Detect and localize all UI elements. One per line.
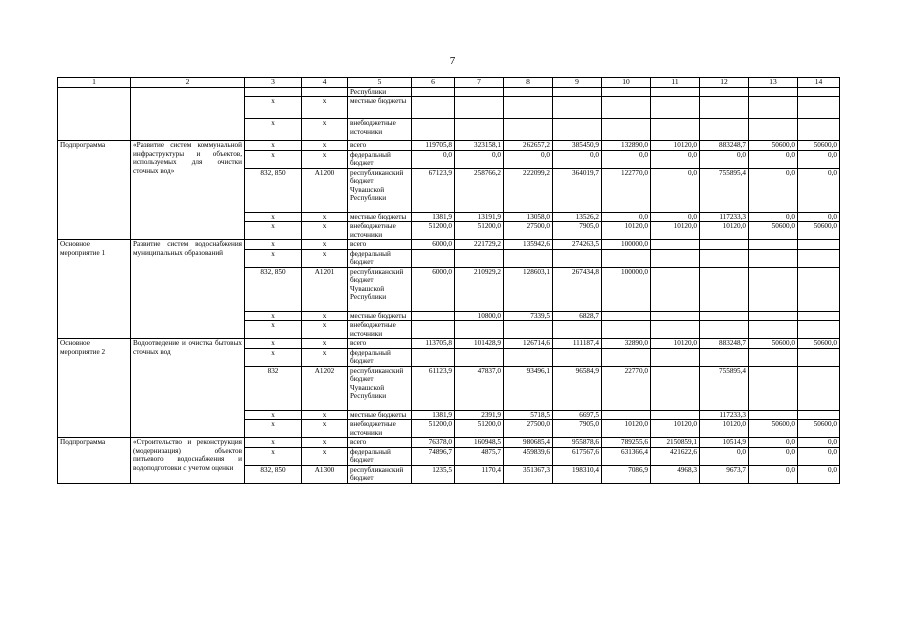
value-cell: 10120,0 (700, 420, 749, 438)
source-cell: федеральный бюджет (348, 348, 412, 366)
value-cell (749, 311, 798, 320)
value-cell: 0,0 (798, 447, 840, 465)
value-cell: 13058,0 (504, 212, 553, 221)
value-cell (455, 119, 504, 141)
code-cell: х (245, 438, 302, 447)
source-cell: местные бюджеты (348, 311, 412, 320)
value-cell: 385450,9 (553, 141, 602, 150)
value-cell: 955878,6 (553, 438, 602, 447)
value-cell: 101428,9 (455, 339, 504, 348)
kbk-cell: х (302, 410, 348, 419)
value-cell: 0,0 (798, 438, 840, 447)
kbk-cell: х (302, 212, 348, 221)
value-cell: 0,0 (700, 150, 749, 168)
value-cell (651, 119, 700, 141)
program-name-cell: Развитие систем водоснабжения муниципальных образований (131, 240, 245, 339)
value-cell: 74896,7 (412, 447, 455, 465)
value-cell (700, 88, 749, 97)
code-cell: х (245, 321, 302, 339)
value-cell: 9673,7 (700, 465, 749, 483)
value-cell: 126714,6 (504, 339, 553, 348)
value-cell (651, 267, 700, 311)
page-number: 7 (449, 55, 456, 67)
value-cell (412, 311, 455, 320)
source-cell: внебюджетные источники (348, 321, 412, 339)
value-cell (553, 88, 602, 97)
value-cell (602, 119, 651, 141)
value-cell (602, 311, 651, 320)
value-cell: 22770,0 (602, 366, 651, 410)
value-cell (602, 348, 651, 366)
value-cell (602, 249, 651, 267)
value-cell: 7339,5 (504, 311, 553, 320)
value-cell (651, 240, 700, 249)
value-cell: 980685,4 (504, 438, 553, 447)
value-cell (602, 410, 651, 419)
code-cell: х (245, 249, 302, 267)
value-cell: 51200,0 (412, 222, 455, 240)
kbk-cell: х (302, 222, 348, 240)
source-cell: федеральный бюджет (348, 249, 412, 267)
value-cell: 210929,2 (455, 267, 504, 311)
table-row (58, 240, 840, 249)
value-cell: 1381,9 (412, 212, 455, 221)
value-cell: 50600,0 (798, 141, 840, 150)
value-cell: 50600,0 (749, 141, 798, 150)
value-cell: 61123,9 (412, 366, 455, 410)
value-cell: 0,0 (651, 168, 700, 212)
value-cell: 76378,0 (412, 438, 455, 447)
value-cell (412, 321, 455, 339)
code-cell: х (245, 150, 302, 168)
value-cell (798, 119, 840, 141)
value-cell: 2391,9 (455, 410, 504, 419)
value-cell (553, 249, 602, 267)
value-cell (749, 119, 798, 141)
value-cell (749, 88, 798, 97)
code-cell: 832, 850 (245, 168, 302, 212)
value-cell (651, 88, 700, 97)
source-cell: всего (348, 240, 412, 249)
value-cell (798, 267, 840, 311)
value-cell (651, 311, 700, 320)
code-cell: х (245, 410, 302, 419)
source-cell: федеральный бюджет (348, 447, 412, 465)
source-cell: всего (348, 438, 412, 447)
value-cell: 221729,2 (455, 240, 504, 249)
value-cell: 274263,5 (553, 240, 602, 249)
kbk-cell: х (302, 321, 348, 339)
value-cell (798, 88, 840, 97)
value-cell: 27500,0 (504, 222, 553, 240)
value-cell: 10120,0 (651, 420, 700, 438)
program-type-cell: Подпрограмма (58, 438, 131, 483)
value-cell (700, 267, 749, 311)
value-cell (700, 311, 749, 320)
value-cell (455, 348, 504, 366)
value-cell (412, 88, 455, 97)
value-cell: 198310,4 (553, 465, 602, 483)
value-cell: 0,0 (412, 150, 455, 168)
value-cell: 117233,3 (700, 212, 749, 221)
source-cell: местные бюджеты (348, 212, 412, 221)
value-cell: 10514,9 (700, 438, 749, 447)
value-cell: 50600,0 (798, 339, 840, 348)
source-cell: местные бюджеты (348, 97, 412, 119)
header-cell: 10 (602, 78, 651, 88)
value-cell (700, 249, 749, 267)
value-cell: 0,0 (798, 465, 840, 483)
value-cell (749, 321, 798, 339)
value-cell: 132890,0 (602, 141, 651, 150)
source-cell: республиканский бюджет (348, 465, 412, 483)
program-type-cell: Основное мероприятие 1 (58, 240, 131, 339)
value-cell: 50600,0 (749, 339, 798, 348)
value-cell: 50600,0 (798, 420, 840, 438)
value-cell: 10120,0 (700, 222, 749, 240)
source-cell: Республики (348, 88, 412, 97)
code-cell: х (245, 447, 302, 465)
code-cell (245, 88, 302, 97)
value-cell (798, 240, 840, 249)
value-cell: 111187,4 (553, 339, 602, 348)
source-cell: республиканский бюджет Чувашской Республики (348, 267, 412, 311)
value-cell (504, 249, 553, 267)
value-cell: 10120,0 (651, 141, 700, 150)
code-cell: 832 (245, 366, 302, 410)
value-cell (602, 88, 651, 97)
value-cell: 755895,4 (700, 168, 749, 212)
value-cell: 7086,9 (602, 465, 651, 483)
header-cell: 4 (302, 78, 348, 88)
value-cell (455, 88, 504, 97)
program-type-cell: Основное мероприятие 2 (58, 339, 131, 438)
value-cell: 47837,0 (455, 366, 504, 410)
code-cell: х (245, 97, 302, 119)
value-cell: 421622,6 (651, 447, 700, 465)
value-cell: 459839,6 (504, 447, 553, 465)
value-cell (412, 119, 455, 141)
value-cell: 0,0 (749, 465, 798, 483)
source-cell: всего (348, 141, 412, 150)
value-cell: 96584,9 (553, 366, 602, 410)
value-cell (798, 249, 840, 267)
value-cell (553, 348, 602, 366)
code-cell: 832, 850 (245, 267, 302, 311)
header-row (58, 78, 840, 88)
value-cell: 51200,0 (455, 222, 504, 240)
value-cell (700, 240, 749, 249)
source-cell: всего (348, 339, 412, 348)
table-row (58, 88, 840, 97)
program-type-cell (58, 88, 131, 141)
value-cell: 883248,7 (700, 339, 749, 348)
value-cell: 160948,5 (455, 438, 504, 447)
value-cell: 119705,8 (412, 141, 455, 150)
kbk-cell: А1202 (302, 366, 348, 410)
value-cell: 1235,5 (412, 465, 455, 483)
value-cell: 0,0 (798, 212, 840, 221)
header-cell: 1 (58, 78, 131, 88)
value-cell: 4968,3 (651, 465, 700, 483)
value-cell: 755895,4 (700, 366, 749, 410)
value-cell (749, 348, 798, 366)
program-name-cell (131, 88, 245, 141)
value-cell (504, 97, 553, 119)
program-name-cell: «Строительство и реконструкция (модернизация) объектов питьевого водоснабжения и водоподготовки с учетом оценки (131, 438, 245, 483)
value-cell (602, 321, 651, 339)
value-cell: 6000,0 (412, 267, 455, 311)
value-cell (504, 119, 553, 141)
value-cell: 267434,8 (553, 267, 602, 311)
value-cell (798, 348, 840, 366)
value-cell (798, 410, 840, 419)
code-cell: х (245, 311, 302, 320)
value-cell (455, 321, 504, 339)
code-cell: х (245, 348, 302, 366)
value-cell: 0,0 (651, 212, 700, 221)
table-row (58, 141, 840, 150)
value-cell (553, 321, 602, 339)
value-cell: 631366,4 (602, 447, 651, 465)
header-cell: 12 (700, 78, 749, 88)
value-cell: 883248,7 (700, 141, 749, 150)
value-cell: 0,0 (553, 150, 602, 168)
header-cell: 5 (348, 78, 412, 88)
value-cell: 10120,0 (651, 339, 700, 348)
value-cell: 0,0 (700, 447, 749, 465)
value-cell (798, 97, 840, 119)
code-cell: х (245, 222, 302, 240)
code-cell: х (245, 212, 302, 221)
value-cell (651, 366, 700, 410)
table-row (58, 438, 840, 447)
value-cell: 0,0 (749, 212, 798, 221)
program-type-cell: Подпрограмма (58, 141, 131, 240)
kbk-cell: х (302, 141, 348, 150)
value-cell (798, 321, 840, 339)
value-cell (749, 249, 798, 267)
value-cell (455, 249, 504, 267)
value-cell (553, 97, 602, 119)
header-cell: 9 (553, 78, 602, 88)
value-cell: 0,0 (602, 150, 651, 168)
header-cell: 3 (245, 78, 302, 88)
header-cell: 13 (749, 78, 798, 88)
value-cell (749, 240, 798, 249)
kbk-cell: х (302, 97, 348, 119)
value-cell: 0,0 (749, 447, 798, 465)
value-cell (700, 97, 749, 119)
source-cell: федеральный бюджет (348, 150, 412, 168)
header-cell: 11 (651, 78, 700, 88)
value-cell: 262657,2 (504, 141, 553, 150)
kbk-cell: х (302, 447, 348, 465)
code-cell: х (245, 119, 302, 141)
budget-table (57, 77, 840, 484)
value-cell (749, 97, 798, 119)
value-cell: 100000,0 (602, 240, 651, 249)
value-cell: 7905,0 (553, 222, 602, 240)
value-cell: 13526,2 (553, 212, 602, 221)
header-cell: 14 (798, 78, 840, 88)
value-cell: 10120,0 (602, 222, 651, 240)
value-cell (504, 88, 553, 97)
value-cell: 0,0 (602, 212, 651, 221)
value-cell: 135942,6 (504, 240, 553, 249)
value-cell: 10800,0 (455, 311, 504, 320)
value-cell (700, 321, 749, 339)
value-cell: 32890,0 (602, 339, 651, 348)
code-cell: х (245, 141, 302, 150)
value-cell: 0,0 (749, 168, 798, 212)
value-cell (749, 267, 798, 311)
value-cell: 117233,3 (700, 410, 749, 419)
value-cell: 5718,5 (504, 410, 553, 419)
program-name-cell: «Развитие систем коммунальной инфраструктуры и объектов, используемых для очистки сточных вод» (131, 141, 245, 240)
value-cell: 0,0 (749, 150, 798, 168)
value-cell (412, 249, 455, 267)
value-cell (504, 321, 553, 339)
kbk-cell: х (302, 249, 348, 267)
program-name-cell: Водоотведение и очистка бытовых сточных вод (131, 339, 245, 438)
value-cell: 128603,1 (504, 267, 553, 311)
kbk-cell: А1300 (302, 465, 348, 483)
value-cell: 0,0 (749, 438, 798, 447)
table-row (58, 339, 840, 348)
value-cell: 1170,4 (455, 465, 504, 483)
value-cell (749, 366, 798, 410)
code-cell: х (245, 420, 302, 438)
value-cell: 67123,9 (412, 168, 455, 212)
value-cell (700, 348, 749, 366)
kbk-cell: х (302, 240, 348, 249)
value-cell (455, 97, 504, 119)
value-cell (651, 348, 700, 366)
value-cell: 122770,0 (602, 168, 651, 212)
source-cell: внебюджетные источники (348, 119, 412, 141)
value-cell (749, 410, 798, 419)
source-cell: внебюджетные источники (348, 420, 412, 438)
value-cell: 93496,1 (504, 366, 553, 410)
kbk-cell: х (302, 311, 348, 320)
value-cell: 50600,0 (798, 222, 840, 240)
value-cell (412, 348, 455, 366)
value-cell: 27500,0 (504, 420, 553, 438)
value-cell (504, 348, 553, 366)
source-cell: внебюджетные источники (348, 222, 412, 240)
value-cell: 2150859,1 (651, 438, 700, 447)
code-cell: 832, 850 (245, 465, 302, 483)
value-cell: 100000,0 (602, 267, 651, 311)
kbk-cell: х (302, 119, 348, 141)
value-cell (651, 321, 700, 339)
kbk-cell: х (302, 420, 348, 438)
code-cell: х (245, 240, 302, 249)
value-cell (700, 119, 749, 141)
value-cell: 13191,9 (455, 212, 504, 221)
value-cell (798, 311, 840, 320)
kbk-cell: х (302, 339, 348, 348)
value-cell: 789255,6 (602, 438, 651, 447)
value-cell: 10120,0 (602, 420, 651, 438)
kbk-cell: х (302, 348, 348, 366)
value-cell: 617567,6 (553, 447, 602, 465)
value-cell: 50600,0 (749, 222, 798, 240)
value-cell: 258766,2 (455, 168, 504, 212)
value-cell (412, 97, 455, 119)
value-cell (553, 119, 602, 141)
value-cell: 7905,0 (553, 420, 602, 438)
source-cell: республиканский бюджет Чувашской Республики (348, 168, 412, 212)
kbk-cell: х (302, 150, 348, 168)
value-cell: 222099,2 (504, 168, 553, 212)
value-cell: 113705,8 (412, 339, 455, 348)
source-cell: местные бюджеты (348, 410, 412, 419)
header-cell: 8 (504, 78, 553, 88)
value-cell (602, 97, 651, 119)
kbk-cell (302, 88, 348, 97)
value-cell: 10120,0 (651, 222, 700, 240)
value-cell: 351367,3 (504, 465, 553, 483)
header-cell: 6 (412, 78, 455, 88)
value-cell: 0,0 (455, 150, 504, 168)
value-cell: 0,0 (504, 150, 553, 168)
value-cell: 0,0 (798, 168, 840, 212)
value-cell: 6697,5 (553, 410, 602, 419)
value-cell (651, 410, 700, 419)
value-cell: 4875,7 (455, 447, 504, 465)
value-cell: 6828,7 (553, 311, 602, 320)
value-cell: 51200,0 (455, 420, 504, 438)
value-cell (651, 97, 700, 119)
value-cell: 1381,9 (412, 410, 455, 419)
kbk-cell: А1201 (302, 267, 348, 311)
header-cell: 2 (131, 78, 245, 88)
value-cell: 0,0 (798, 150, 840, 168)
value-cell (798, 366, 840, 410)
source-cell: республиканский бюджет Чувашской Республики (348, 366, 412, 410)
value-cell (651, 249, 700, 267)
kbk-cell: х (302, 438, 348, 447)
header-cell: 7 (455, 78, 504, 88)
value-cell: 51200,0 (412, 420, 455, 438)
value-cell: 0,0 (651, 150, 700, 168)
value-cell: 6000,0 (412, 240, 455, 249)
value-cell: 50600,0 (749, 420, 798, 438)
value-cell: 364019,7 (553, 168, 602, 212)
value-cell: 323158,1 (455, 141, 504, 150)
kbk-cell: А1200 (302, 168, 348, 212)
code-cell: х (245, 339, 302, 348)
